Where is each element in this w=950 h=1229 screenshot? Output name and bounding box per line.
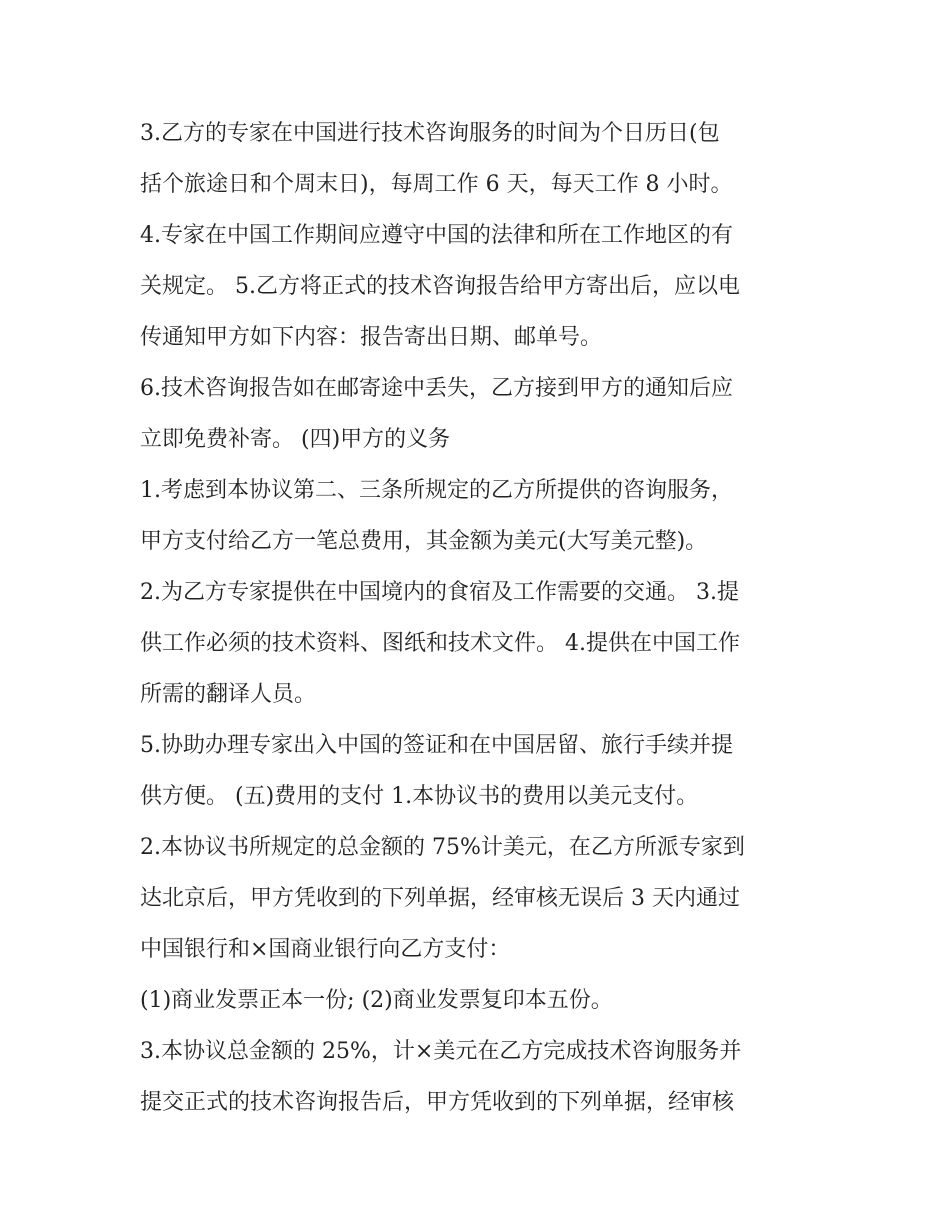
text-line: 括个旅途日和个周末日)，每周工作 6 天，每天工作 8 小时。 [140, 172, 733, 197]
text-line: 6.技术咨询报告如在邮寄途中丢失，乙方接到甲方的通知后应 [140, 376, 733, 401]
text-line: 传通知甲方如下内容：报告寄出日期、邮单号。 [140, 325, 603, 350]
text-line: 1.考虑到本协议第二、三条所规定的乙方所提供的咨询服务， [140, 478, 733, 503]
text-line: 3.乙方的专家在中国进行技术咨询服务的时间为个日历日(包 [140, 121, 720, 146]
text-line: 2.本协议书所规定的总金额的 75%计美元，在乙方所派专家到 [140, 835, 745, 860]
text-line: 3.本协议总金额的 25%，计×美元在乙方完成技术咨询服务并 [140, 1039, 742, 1064]
text-line: 供工作必须的技术资料、图纸和技术文件。 4.提供在中国工作 [140, 631, 740, 656]
text-line: 甲方支付给乙方一笔总费用，其金额为美元(大写美元整)。 [140, 529, 708, 554]
text-line: 提交正式的技术咨询报告后，甲方凭收到的下列单据，经审核 [140, 1090, 735, 1115]
text-line: 达北京后，甲方凭收到的下列单据，经审核无误后 3 天内通过 [140, 886, 740, 911]
text-line: 供方便。 (五)费用的支付 1.本协议书的费用以美元支付。 [140, 784, 699, 809]
text-line: 4.专家在中国工作期间应遵守中国的法律和所在工作地区的有 [140, 223, 733, 248]
text-line: 所需的翻译人员。 [140, 682, 317, 707]
text-line: 立即免费补寄。 (四)甲方的义务 [140, 427, 451, 452]
text-line: 2.为乙方专家提供在中国境内的食宿及工作需要的交通。 3.提 [140, 580, 739, 605]
document-body [140, 108, 820, 1128]
text-line: (1)商业发票正本一份; (2)商业发票复印本五份。 [140, 988, 613, 1013]
text-line: 中国银行和×国商业银行向乙方支付： [140, 937, 511, 962]
text-line: 5.协助办理专家出入中国的签证和在中国居留、旅行手续并提 [140, 733, 733, 758]
text-line: 关规定。 5.乙方将正式的技术咨询报告给甲方寄出后，应以电 [140, 274, 740, 299]
